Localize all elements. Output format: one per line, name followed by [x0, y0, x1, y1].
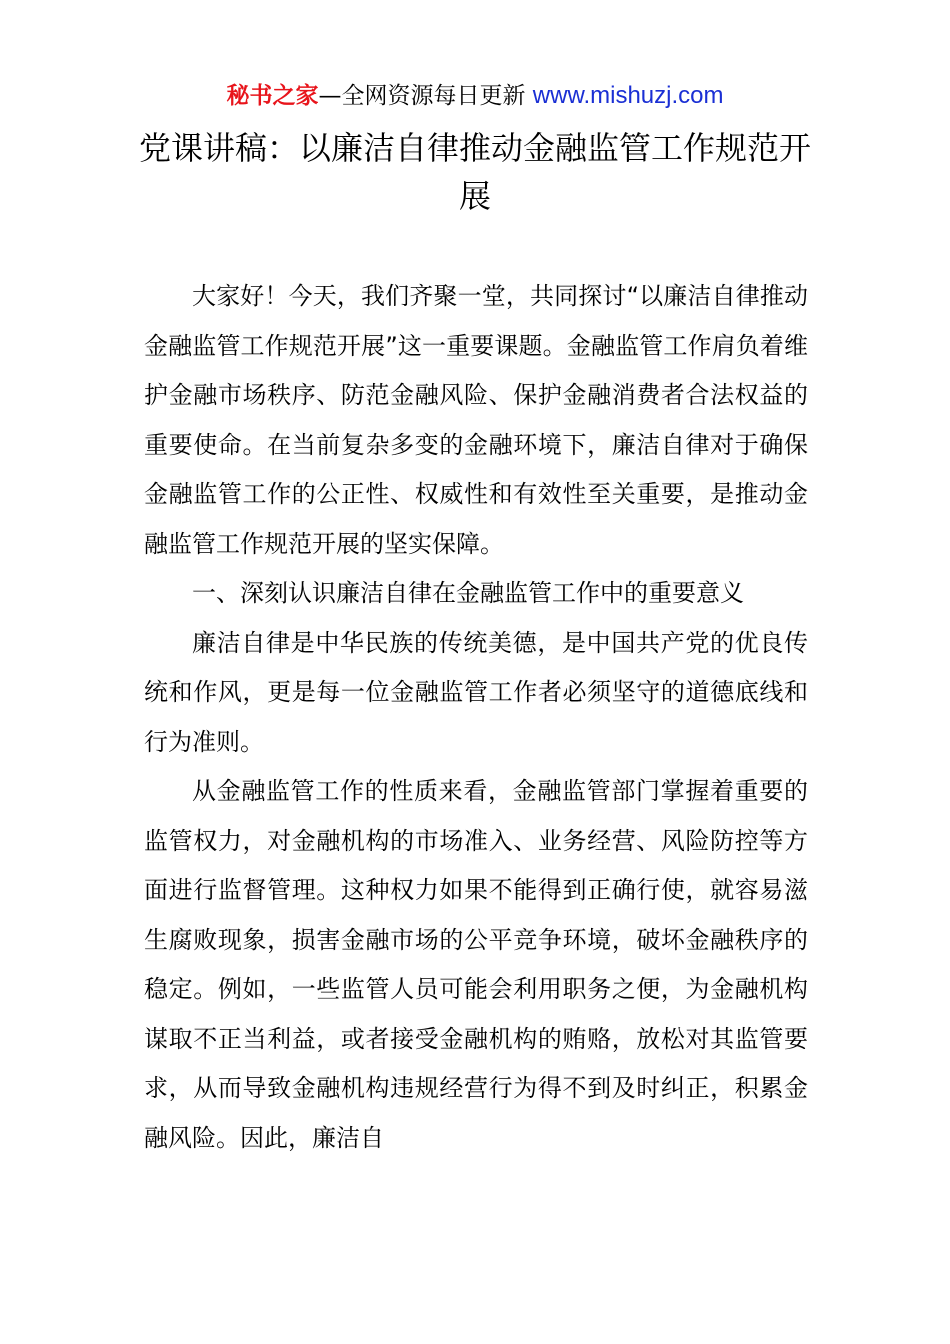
site-tagline: —全网资源每日更新: [318, 83, 526, 109]
site-name: 秘书之家: [226, 83, 319, 109]
paragraph: 从金融监管工作的性质来看，金融监管部门掌握着重要的监管权力，对金融机构的市场准入、业务经营、风险防控等方面进行监督管理。这种权力如果不能得到正确行使，就容易滋生腐败现象，损害金融市场的公平竞争环境，破坏金融秩序的稳定。例如，一些监管人员可能会利用职务之便，为金融机构谋取不正当利益，或者接受金融机构的贿赂，放松对其监管要求，从而导致金融机构违规经营行为得不到及时纠正，积累金融风险。因此，廉洁自: [144, 777, 808, 1152]
paragraph: 廉洁自律是中华民族的传统美德，是中国共产党的优良传统和作风，更是每一位金融监管工作者必须坚守的道德底线和行为准则。: [144, 628, 808, 756]
site-url-link[interactable]: www.mishuzj.com: [532, 82, 724, 109]
document-body: [144, 272, 808, 1163]
paragraph-intro: 大家好！今天，我们齐聚一堂，共同探讨“以廉洁自律推动金融监管工作规范开展”这一重要课题。金融监管工作肩负着维护金融市场秩序、防范金融风险、保护金融消费者合法权益的重要使命。在当前复杂多变的金融环境下，廉洁自律对于确保金融监管工作的公正性、权威性和有效性至关重要，是推动金融监管工作规范开展的坚实保障。: [144, 282, 808, 558]
site-header: [0, 80, 950, 112]
section-heading: 一、深刻认识廉洁自律在金融监管工作中的重要意义: [192, 579, 744, 607]
document-title: 党课讲稿：以廉洁自律推动金融监管工作规范开展: [138, 129, 811, 215]
